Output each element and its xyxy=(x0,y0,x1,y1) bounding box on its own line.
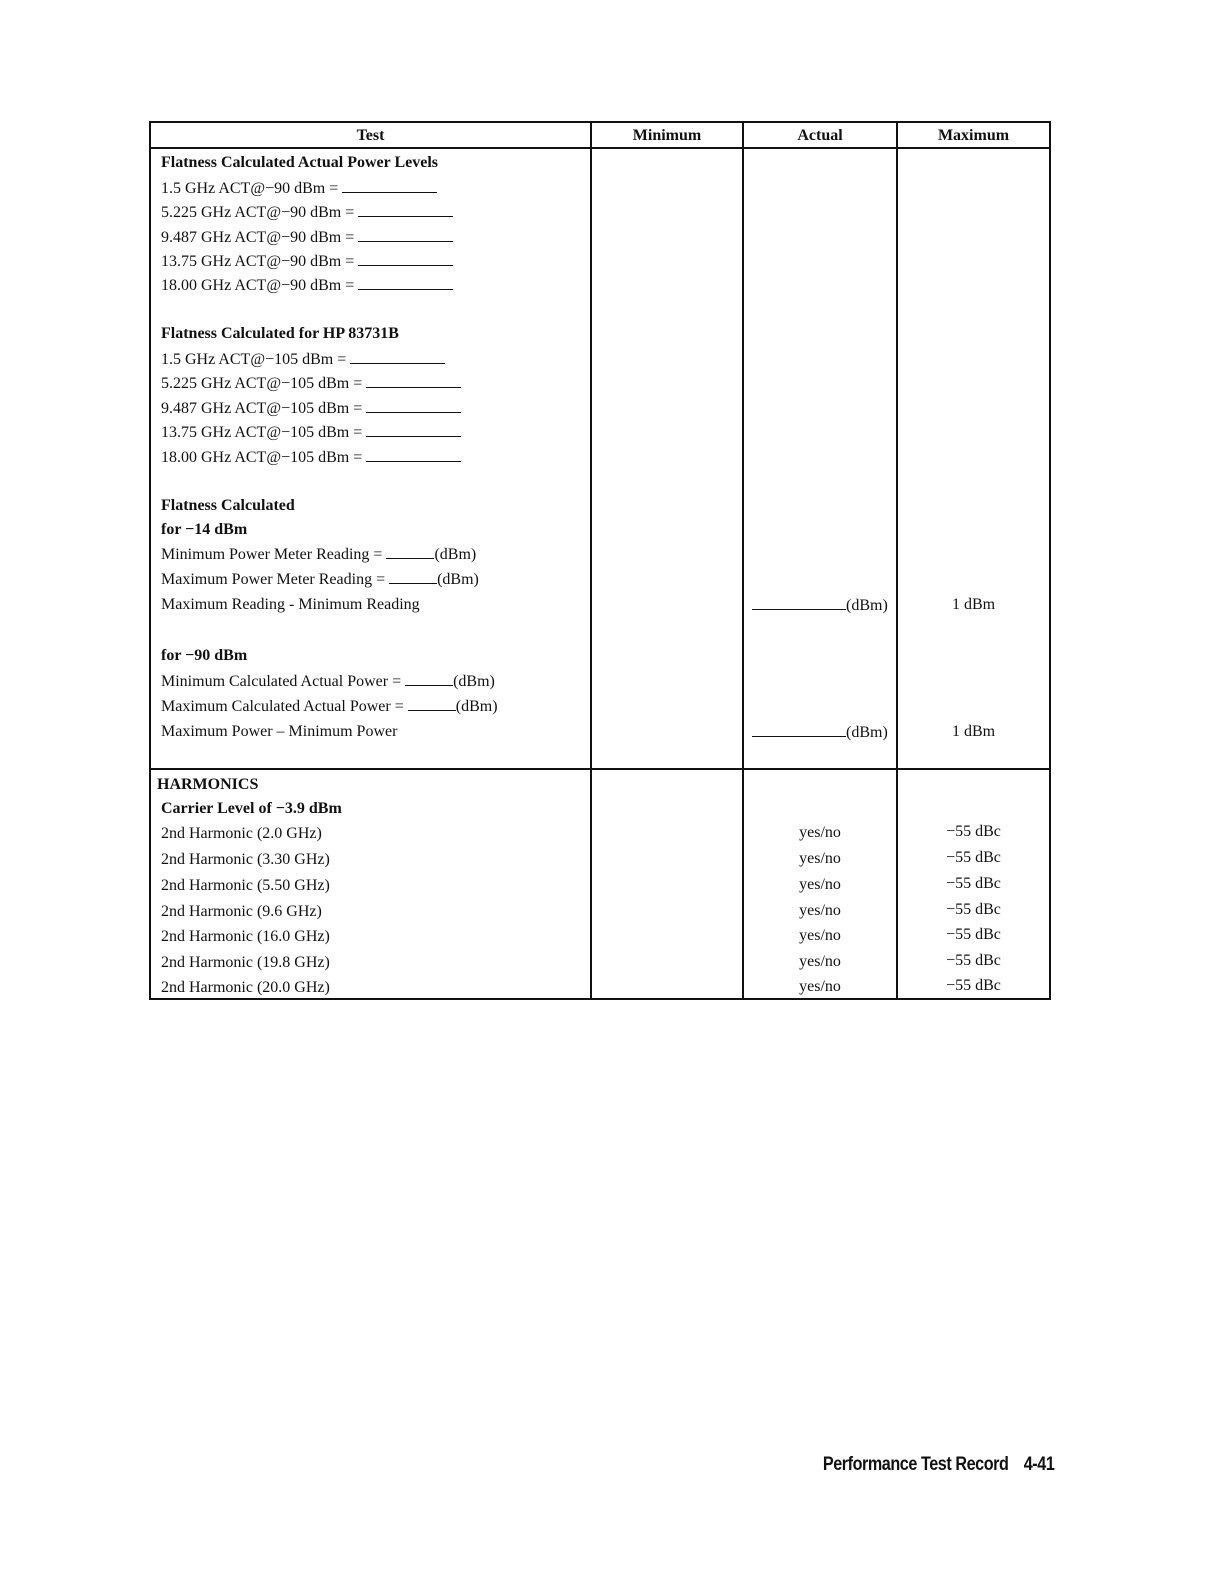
performance-test-table xyxy=(149,121,1051,1000)
harmonic-row-actual: yes/no xyxy=(799,824,841,841)
flatness-test-cell xyxy=(151,149,592,768)
harmonic-row-max: −55 dBc xyxy=(946,823,1001,840)
flatness-g2-line: 1.5 GHz ACT@−105 dBm = xyxy=(161,349,445,370)
flatness-actual-cell xyxy=(744,149,898,768)
page-number: 4-41 xyxy=(1023,1454,1054,1475)
max-power-limit: 1 dBm xyxy=(951,723,996,740)
flatness-minimum-cell xyxy=(592,149,744,768)
harmonic-row-actual: yes/no xyxy=(799,902,841,919)
harmonic-row-max: −55 dBc xyxy=(946,901,1001,918)
harmonics-section xyxy=(151,770,1049,998)
harmonics-title: HARMONICS xyxy=(157,776,259,793)
harmonic-row-max: −55 dBc xyxy=(946,926,1001,943)
min-power-meter-reading: Minimum Power Meter Reading = (dBm) xyxy=(161,546,477,563)
min-calc-actual-power: Minimum Calculated Actual Power = (dBm) xyxy=(161,673,495,690)
header-test: Test xyxy=(151,123,592,147)
flatness-g1-line: 9.487 GHz ACT@−90 dBm = xyxy=(161,227,453,248)
flatness-g1-line: 13.75 GHz ACT@−90 dBm = xyxy=(161,251,453,272)
flatness-g2-line: 5.225 GHz ACT@−105 dBm = xyxy=(161,373,461,394)
harmonic-row-test: 2nd Harmonic (5.50 GHz) xyxy=(161,877,330,894)
flatness-section xyxy=(151,149,1049,770)
harmonics-maximum-cell xyxy=(898,770,1049,998)
max-minus-min-reading: Maximum Reading - Minimum Reading xyxy=(161,596,420,613)
flatness-g1-line: 5.225 GHz ACT@−90 dBm = xyxy=(161,202,453,223)
harmonics-test-cell xyxy=(151,770,592,998)
harmonic-row-test: 2nd Harmonic (3.30 GHz) xyxy=(161,851,330,868)
harmonic-row-actual: yes/no xyxy=(799,953,841,970)
flatness-group3-sub: for −14 dBm xyxy=(161,521,248,538)
flatness-g2-line: 18.00 GHz ACT@−105 dBm = xyxy=(161,447,461,468)
harmonics-minimum-cell xyxy=(592,770,744,998)
harmonic-row-test: 2nd Harmonic (2.0 GHz) xyxy=(161,825,322,842)
harmonic-row-test: 2nd Harmonic (20.0 GHz) xyxy=(161,979,330,996)
flatness-group2-title: Flatness Calculated for HP 83731B xyxy=(161,325,399,342)
max-power-meter-reading: Maximum Power Meter Reading = (dBm) xyxy=(161,571,479,588)
harmonic-row-max: −55 dBc xyxy=(946,849,1001,866)
harmonics-actual-cell xyxy=(744,770,898,998)
page-footer xyxy=(822,1454,1054,1476)
header-minimum: Minimum xyxy=(592,123,744,147)
harmonic-row-actual: yes/no xyxy=(799,978,841,995)
flatness-group4-sub: for −90 dBm xyxy=(161,647,248,664)
flatness-group1-title: Flatness Calculated Actual Power Levels xyxy=(161,154,439,171)
max-minus-min-power: Maximum Power – Minimum Power xyxy=(161,723,398,740)
footer-title: Performance Test Record xyxy=(822,1454,1009,1475)
flatness-g2-line: 9.487 GHz ACT@−105 dBm = xyxy=(161,398,461,419)
actual-reading-entry: (dBm) xyxy=(752,595,888,616)
table-header-row xyxy=(151,123,1049,149)
max-calc-actual-power: Maximum Calculated Actual Power = (dBm) xyxy=(161,698,498,715)
harmonic-row-actual: yes/no xyxy=(799,927,841,944)
flatness-g1-line: 18.00 GHz ACT@−90 dBm = xyxy=(161,275,453,296)
harmonic-row-max: −55 dBc xyxy=(946,977,1001,994)
harmonic-row-max: −55 dBc xyxy=(946,875,1001,892)
flatness-maximum-cell xyxy=(898,149,1049,768)
header-maximum: Maximum xyxy=(937,127,1010,144)
harmonic-row-actual: yes/no xyxy=(799,850,841,867)
header-actual: Actual xyxy=(744,123,898,147)
harmonic-row-max: −55 dBc xyxy=(946,952,1001,969)
harmonic-row-test: 2nd Harmonic (16.0 GHz) xyxy=(161,928,330,945)
harmonic-row-actual: yes/no xyxy=(799,876,841,893)
carrier-level: Carrier Level of −3.9 dBm xyxy=(161,800,342,817)
max-reading-limit: 1 dBm xyxy=(951,596,996,613)
harmonic-row-test: 2nd Harmonic (9.6 GHz) xyxy=(161,903,322,920)
flatness-g2-line: 13.75 GHz ACT@−105 dBm = xyxy=(161,422,461,443)
flatness-g1-line: 1.5 GHz ACT@−90 dBm = xyxy=(161,178,437,199)
flatness-group3-title: Flatness Calculated xyxy=(161,497,295,514)
harmonic-row-test: 2nd Harmonic (19.8 GHz) xyxy=(161,954,330,971)
actual-power-entry: (dBm) xyxy=(752,722,888,743)
